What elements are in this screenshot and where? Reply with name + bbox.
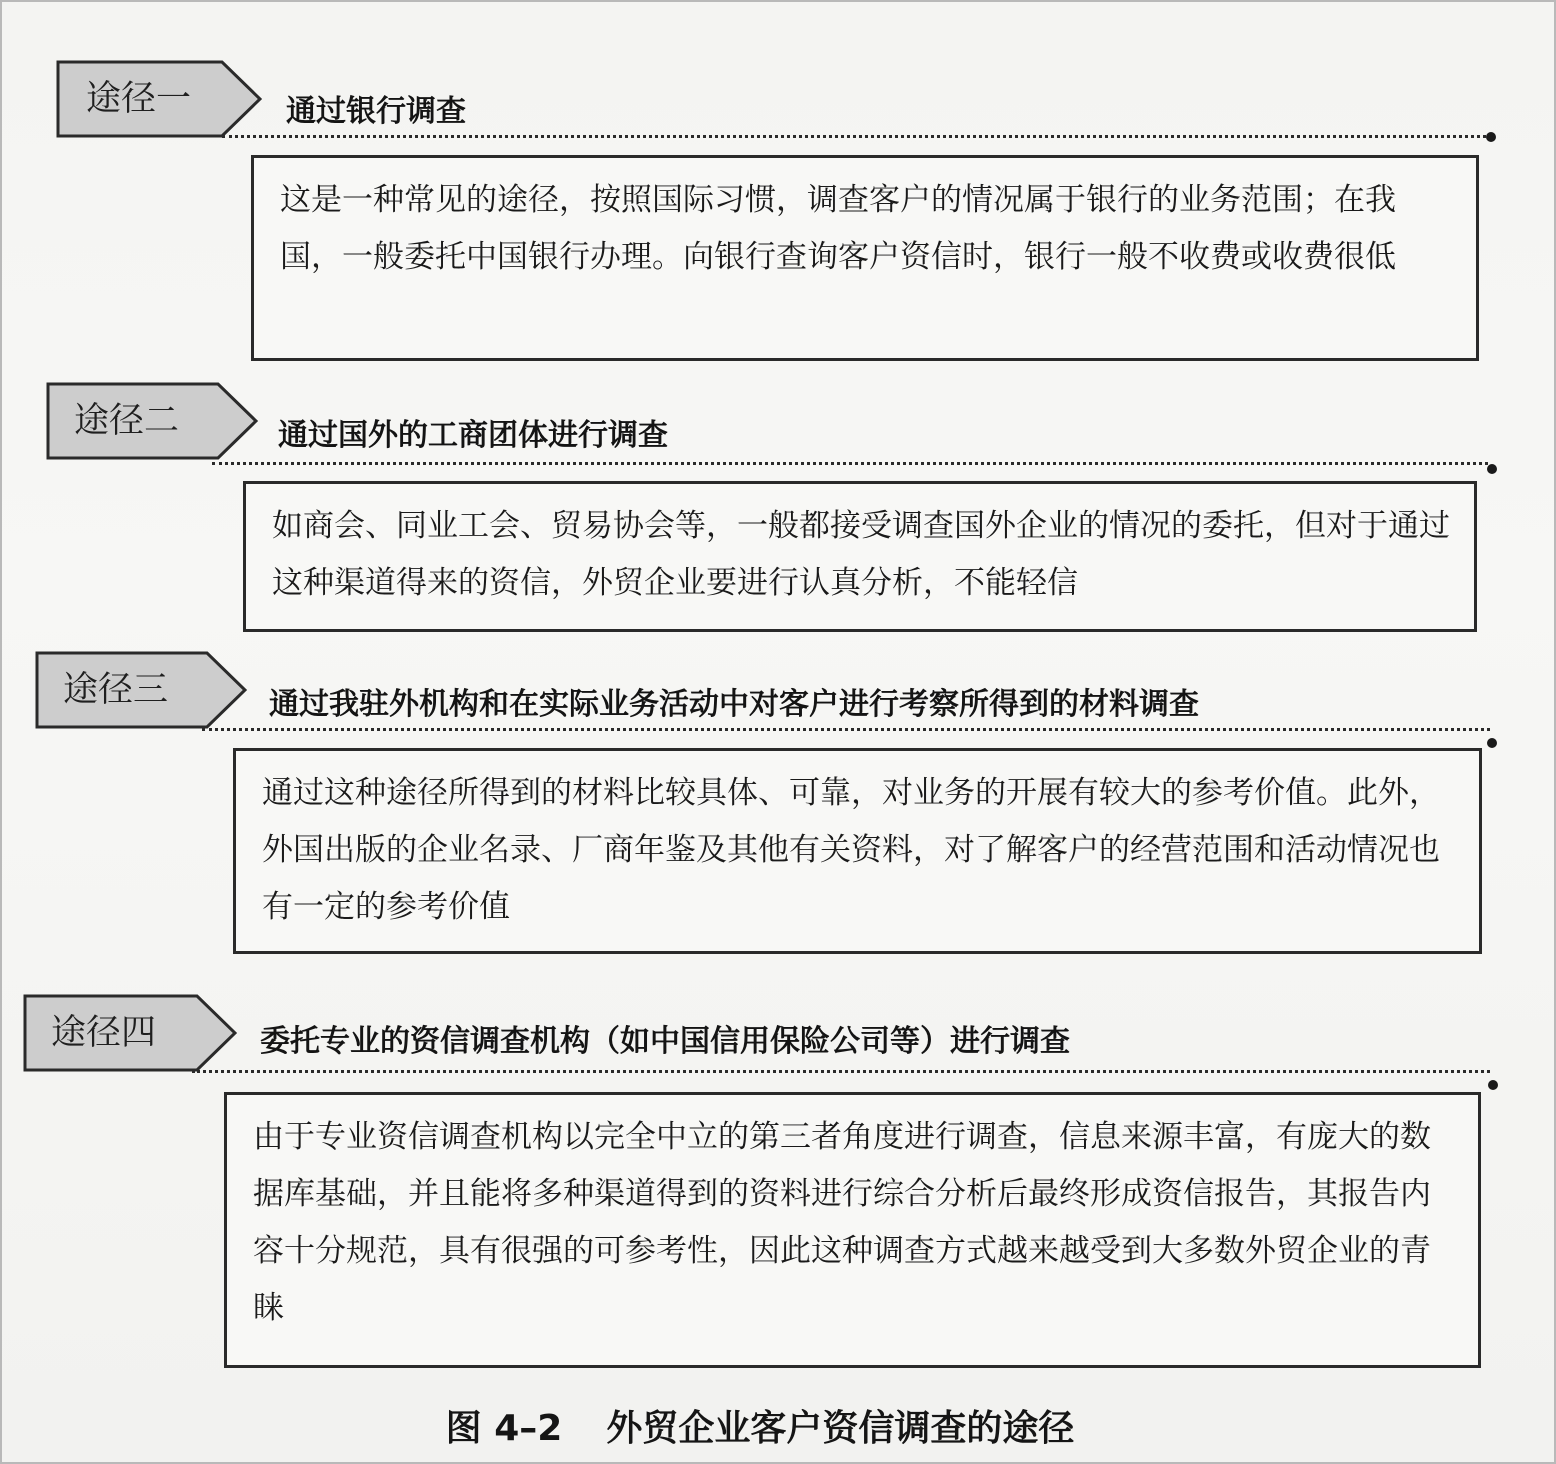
divider-end-dot [1486, 132, 1496, 142]
path-tag-label: 途径三 [63, 670, 169, 710]
figure-title: 外贸企业客户资信调查的途径 [606, 1408, 1075, 1449]
dashed-divider [192, 1070, 1490, 1073]
figure-number: 图 4–2 [445, 1408, 563, 1449]
path-tag [46, 382, 258, 460]
path-description: 如商会、同业工会、贸易协会等，一般都接受调查国外企业的情况的委托，但对于通过这种渠道得来的资信，外贸企业要进行认真分析，不能轻信 [243, 481, 1477, 632]
path-title: 通过我驻外机构和在实际业务活动中对客户进行考察所得到的材料调查 [269, 687, 1199, 722]
path-description: 这是一种常见的途径，按照国际习惯，调查客户的情况属于银行的业务范围；在我国，一般委托中国银行办理。向银行查询客户资信时，银行一般不收费或收费很低 [251, 155, 1479, 361]
path-tag [23, 994, 237, 1072]
path-title: 通过国外的工商团体进行调查 [278, 418, 668, 453]
path-tag-label: 途径四 [51, 1013, 157, 1053]
path-title: 通过银行调查 [286, 94, 466, 129]
path-tag-label: 途径二 [74, 401, 180, 441]
dashed-divider [222, 135, 1486, 138]
path-description: 由于专业资信调查机构以完全中立的第三者角度进行调查，信息来源丰富，有庞大的数据库基础，并且能将多种渠道得到的资料进行综合分析后最终形成资信报告，其报告内容十分规范，具有很强的可参考性，因此这种调查方式越来越受到大多数外贸企业的青睐 [224, 1092, 1481, 1368]
dashed-divider [212, 462, 1488, 465]
path-description: 通过这种途径所得到的材料比较具体、可靠，对业务的开展有较大的参考价值。此外，外国出版的企业名录、厂商年鉴及其他有关资料，对了解客户的经营范围和活动情况也有一定的参考价值 [233, 748, 1482, 954]
path-tag [35, 651, 247, 729]
dashed-divider [202, 728, 1490, 731]
path-title: 委托专业的资信调查机构（如中国信用保险公司等）进行调查 [260, 1024, 1070, 1059]
divider-end-dot [1487, 464, 1497, 474]
divider-end-dot [1488, 1080, 1498, 1090]
path-tag [56, 60, 262, 138]
path-tag-label: 途径一 [86, 79, 192, 119]
divider-end-dot [1487, 738, 1497, 748]
figure-caption [2, 1400, 1518, 1451]
